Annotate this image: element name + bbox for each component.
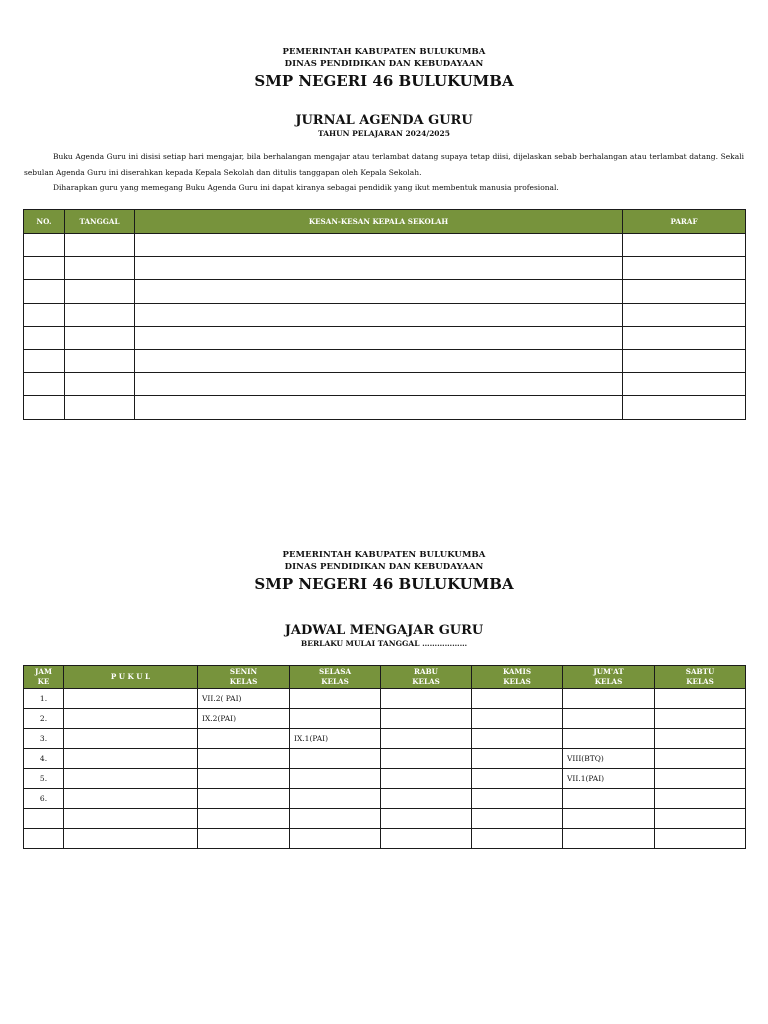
sabtu-cell — [655, 829, 746, 849]
kesan-cell — [135, 234, 623, 257]
kamis-cell — [472, 789, 563, 809]
tanggal-cell — [65, 326, 135, 349]
kamis-cell — [472, 829, 563, 849]
sabtu-cell — [655, 729, 746, 749]
journal-title-block — [0, 113, 768, 139]
school-name: SMP NEGERI 46 BULUKUMBA — [254, 72, 514, 90]
kesan-cell — [135, 303, 623, 326]
kamis-cell — [472, 729, 563, 749]
selasa-cell: IX.1(PAI) — [290, 729, 381, 749]
senin-cell — [198, 789, 290, 809]
selasa-cell — [290, 769, 381, 789]
column-header-line2: KELAS — [503, 677, 531, 686]
selasa-cell — [290, 709, 381, 729]
sabtu-cell — [655, 689, 746, 709]
senin-cell — [198, 809, 290, 829]
column-header-line1: JUM'AT — [593, 667, 624, 676]
pukul-cell — [64, 729, 198, 749]
no-cell — [24, 280, 65, 303]
schedule-table — [23, 665, 746, 849]
jam-cell — [24, 809, 64, 829]
jumat-cell — [563, 789, 655, 809]
senin-cell — [198, 749, 290, 769]
column-header-line2: KELAS — [686, 677, 714, 686]
no-cell — [24, 303, 65, 326]
no-cell — [24, 234, 65, 257]
journal-row — [24, 349, 746, 372]
journal-title: JURNAL AGENDA GURU — [295, 113, 473, 128]
pukul-cell — [64, 789, 198, 809]
column-header-tanggal: TANGGAL — [65, 210, 135, 234]
journal-row — [24, 373, 746, 396]
rabu-cell — [381, 709, 472, 729]
pukul-cell — [64, 829, 198, 849]
no-cell — [24, 396, 65, 419]
jam-cell: 1. — [24, 689, 64, 709]
sabtu-cell — [655, 789, 746, 809]
pukul-cell — [64, 749, 198, 769]
schedule-row — [24, 829, 746, 849]
rabu-cell — [381, 749, 472, 769]
kesan-cell — [135, 396, 623, 419]
schedule-row — [24, 729, 746, 749]
jam-cell: 4. — [24, 749, 64, 769]
jam-cell: 2. — [24, 709, 64, 729]
jumat-cell — [563, 689, 655, 709]
jam-cell: 5. — [24, 769, 64, 789]
government-header: PEMERINTAH KABUPATEN BULUKUMBA — [282, 550, 486, 560]
no-cell — [24, 349, 65, 372]
column-header-line2: KELAS — [229, 677, 258, 686]
sabtu-cell — [655, 809, 746, 829]
jumat-cell — [563, 709, 655, 729]
rabu-cell — [381, 809, 472, 829]
kamis-cell — [472, 769, 563, 789]
sabtu-cell — [655, 709, 746, 729]
jumat-cell — [563, 829, 655, 849]
schedule-row — [24, 709, 746, 729]
jumat-cell: VIII(BTQ) — [563, 749, 655, 769]
selasa-cell — [290, 789, 381, 809]
jumat-cell — [563, 809, 655, 829]
column-header-selasa — [290, 666, 381, 689]
selasa-cell — [290, 689, 381, 709]
column-header-line1: SENIN — [229, 667, 258, 676]
journal-row — [24, 280, 746, 303]
journal-row — [24, 326, 746, 349]
column-header-jumat — [563, 666, 655, 689]
senin-cell: IX.2(PAI) — [198, 709, 290, 729]
tanggal-cell — [65, 257, 135, 280]
schedule-title: JADWAL MENGAJAR GURU — [284, 623, 484, 638]
journal-year: TAHUN PELAJARAN 2024/2025 — [318, 129, 450, 138]
school-name: SMP NEGERI 46 BULUKUMBA — [254, 575, 514, 593]
instruction-paragraph-2: Diharapkan guru yang memegang Buku Agenda Guru ini dapat kiranya sebagai pendidik yang ikut membentuk manusia profesional. — [53, 183, 559, 192]
journal-instructions — [24, 149, 744, 196]
paraf-cell — [623, 373, 746, 396]
journal-row — [24, 234, 746, 257]
selasa-cell — [290, 829, 381, 849]
instruction-paragraph-1: Buku Agenda Guru ini disisi setiap hari mengajar, bila berhalangan mengajar atau terlambat datang supaya tetap diisi, dijelaskan sebab berhalangan atau terlambat datang. Sekali sebulan Agenda Guru ini diserahkan kepada Kepala Sekolah dan ditulis tanggapan oleh Kepala Sekolah. — [24, 152, 744, 177]
kamis-cell — [472, 709, 563, 729]
rabu-cell — [381, 729, 472, 749]
column-header-line1: SELASA — [318, 667, 352, 676]
jam-cell — [24, 829, 64, 849]
senin-cell — [198, 729, 290, 749]
paraf-cell — [623, 349, 746, 372]
tanggal-cell — [65, 303, 135, 326]
paraf-cell — [623, 257, 746, 280]
kesan-cell — [135, 280, 623, 303]
schedule-header-row — [24, 666, 746, 689]
column-header-pukul — [64, 666, 198, 689]
kamis-cell — [472, 809, 563, 829]
journal-header-row — [24, 210, 746, 234]
senin-cell — [198, 829, 290, 849]
tanggal-cell — [65, 280, 135, 303]
paraf-cell — [623, 326, 746, 349]
jumat-cell: VII.1(PAI) — [563, 769, 655, 789]
sabtu-cell — [655, 749, 746, 769]
schedule-row — [24, 789, 746, 809]
tanggal-cell — [65, 234, 135, 257]
jumat-cell — [563, 729, 655, 749]
column-header-paraf: PARAF — [623, 210, 746, 234]
pukul-cell — [64, 689, 198, 709]
rabu-cell — [381, 829, 472, 849]
jam-cell: 6. — [24, 789, 64, 809]
jam-cell: 3. — [24, 729, 64, 749]
column-header-line1: KAMIS — [502, 667, 532, 676]
column-header-kamis — [472, 666, 563, 689]
schedule-title-block — [0, 623, 768, 649]
column-header-line2: KE — [37, 677, 50, 686]
kesan-cell — [135, 257, 623, 280]
tanggal-cell — [65, 373, 135, 396]
rabu-cell — [381, 789, 472, 809]
paraf-cell — [623, 234, 746, 257]
journal-row — [24, 303, 746, 326]
kesan-cell — [135, 373, 623, 396]
column-header-line2: KELAS — [594, 677, 623, 686]
schedule-row — [24, 769, 746, 789]
column-header-line1: JAM — [35, 667, 52, 676]
paraf-cell — [623, 280, 746, 303]
no-cell — [24, 326, 65, 349]
department-header: DINAS PENDIDIKAN DAN KEBUDAYAAN — [284, 59, 484, 69]
selasa-cell — [290, 749, 381, 769]
journal-table — [23, 209, 746, 420]
journal-letterhead — [0, 46, 768, 91]
column-header-senin — [198, 666, 290, 689]
kesan-cell — [135, 326, 623, 349]
tanggal-cell — [65, 396, 135, 419]
column-header-line1: RABU — [414, 667, 438, 676]
sabtu-cell — [655, 769, 746, 789]
no-cell — [24, 373, 65, 396]
column-header-line2: KELAS — [412, 677, 440, 686]
tanggal-cell — [65, 349, 135, 372]
pukul-cell — [64, 709, 198, 729]
no-cell — [24, 257, 65, 280]
schedule-row — [24, 809, 746, 829]
government-header: PEMERINTAH KABUPATEN BULUKUMBA — [282, 47, 486, 57]
column-header-jam-ke — [24, 666, 64, 689]
column-header-line1: SABTU — [685, 667, 715, 676]
schedule-row — [24, 749, 746, 769]
kamis-cell — [472, 749, 563, 769]
schedule-effective-date: BERLAKU MULAI TANGGAL ……………… — [300, 639, 468, 648]
kesan-cell — [135, 349, 623, 372]
column-header-line2: KELAS — [321, 677, 349, 686]
senin-cell: VII.2( PAI) — [198, 689, 290, 709]
column-header-kesan: KESAN-KESAN KEPALA SEKOLAH — [135, 210, 623, 234]
journal-row — [24, 396, 746, 419]
rabu-cell — [381, 689, 472, 709]
selasa-cell — [290, 809, 381, 829]
schedule-letterhead — [0, 549, 768, 594]
rabu-cell — [381, 769, 472, 789]
column-header-line1: P U K U L — [110, 672, 151, 681]
column-header-sabtu — [655, 666, 746, 689]
senin-cell — [198, 769, 290, 789]
column-header-rabu — [381, 666, 472, 689]
column-header-no: NO. — [24, 210, 65, 234]
journal-row — [24, 257, 746, 280]
schedule-row — [24, 689, 746, 709]
kamis-cell — [472, 689, 563, 709]
pukul-cell — [64, 809, 198, 829]
department-header: DINAS PENDIDIKAN DAN KEBUDAYAAN — [284, 562, 484, 572]
pukul-cell — [64, 769, 198, 789]
paraf-cell — [623, 303, 746, 326]
paraf-cell — [623, 396, 746, 419]
